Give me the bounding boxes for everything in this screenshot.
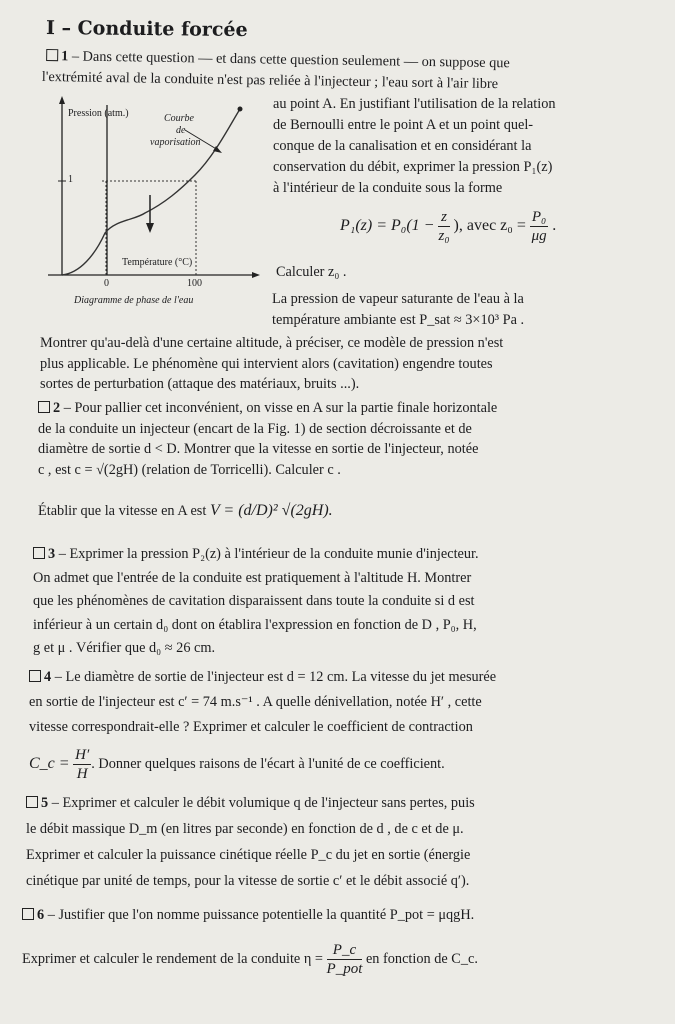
tick-1: 1	[68, 174, 73, 185]
question-2: 2 – Pour pallier cet inconvénient, on visse en A sur la partie finale horizontale de la conduite un injecteur (encart de la Fig. 1) de section décroissante et de diamètre de sortie d < D. Montrer que la vitesse en sortie de l'injecteur, notée c , est c = √(2gH) (relation de Torricelli). Calculer c .	[38, 400, 498, 478]
vaporization-curve	[62, 109, 240, 275]
checkbox-icon	[46, 49, 58, 61]
diagram-caption: Diagramme de phase de l'eau	[74, 295, 194, 306]
x-axis-label: Température (°C)	[122, 257, 193, 268]
question-5: 5 – Exprimer et calculer le débit volumique q de l'injecteur sans pertes, puis le débit massique D_m (en litres par seconde) en fonction de d , de c et de μ. Exprimer et calculer la puissance cinétique réelle P_c du jet en sortie (énergie cinétique par unité de temps, pour la vitesse de sortie c′ et le débit associé q′).	[26, 795, 475, 889]
checkbox-icon	[29, 670, 41, 682]
tick-0: 0	[104, 278, 109, 289]
vapor-pressure-text: La pression de vapeur saturante de l'eau à la température ambiante est P_sat ≈ 3×10³ Pa .	[272, 291, 525, 328]
checkbox-icon	[33, 547, 45, 559]
checkbox-icon	[26, 796, 38, 808]
pressure-equation: P₁(z) = P₀(1 − $\frac{z}{\text{z₀}}$ ), avec z₀ = $\frac{\text{P₀}}{\mu g}$ .	[340, 209, 557, 244]
question-4: 4 – Le diamètre de sortie de l'injecteur est d = 12 cm. La vitesse du jet mesurée en sortie de l'injecteur est c′ = 74 m.s⁻¹ . A quelle dénivellation, notée H′ , cette vitesse correspondrait-elle ? Exprimer et calculer le coefficient de contraction C_c = $\frac{H'}{H}$ . Donner quelques raisons de l'écart à l'unité de ce coefficient.	[29, 669, 497, 782]
tick-100: 100	[187, 278, 202, 289]
q1-bottom: Montrer qu'au-delà d'une certaine altitude, à préciser, ce modèle de pression n'est plus applicable. Le phénomène qui intervient alors (cavitation) engendre toutes sortes de perturbation (attaque des matériaux, bruits ...).	[40, 335, 504, 392]
calc-z0: Calculer z₀ .	[276, 264, 347, 280]
q1-right-text: au point A. En justifiant l'utilisation de la relation de Bernoulli entre le point A et un point quel- conque de la canalisation et en considérant la conservation du débit, exprimer la pression P₁(z) à l'intérieur de la conduite sous la forme	[273, 96, 556, 196]
document-page: I – Conduite forcée 1 – Dans cette question — et dans cette question seulement — on suppose que l'extrémité aval de la conduite n'est pas reliée à l'injecteur ; l'eau sort à l'air libre Pression (atm.) Courbe de vaporisation 1 Température (°C) 0 100 Diagramme de phase de l'eau au point A. En justifiant l'utilisation de la relation de Bernoulli entre le point A et un point quel- conque de la canalisation et en considérant la conservation du débit, exprimer la pression P₁(z) à l'intérieur de la conduite sous la forme P₁(z) = P₀(1 − $\frac{z}{\text{z₀}}$ ), avec z₀ = $\frac{\text{P₀}}{\mu g}$ . Calculer z₀ . La pression de vapeur saturante de l'eau à la température ambiante est P_sat ≈ 3×10³ Pa . Montrer qu'au-delà d'une certaine altitude, à préciser, ce modèle de pression n'est plus applicable. Le phénomène qui intervient alors (cavitation) engendre toutes sortes de perturbation (attaque des matériaux, bruits ...). 2 – Pour pallier cet inconvénient, on visse en A sur la partie finale horizontale de la conduite un injecteur (encart de la Fig. 1) de section décroissante et de diamètre de sortie d < D. Montrer que la vitesse en sortie de l'injecteur, notée c , est c = √(2gH) (relation de Torricelli). Calculer c . Établir que la vitesse en A est V = (d/D)² √(2gH). 3 – Exprimer la pression P₂(z) à l'intérieur de la conduite munie d'injecteur. On admet que l'entrée de la conduite est pratiquement à l'altitude H. Montrer que les phénomènes de cavitation disparaissent dans toute la conduite si d est inférieur à un certain d₀ dont on établira l'expression en fonction de D , P₀, H, g et μ . Vérifier que d₀ ≈ 26 cm. 4 – Le diamètre de sortie de l'injecteur est d = 12 cm. La vitesse du jet mesurée en sortie de l'injecteur est c′ = 74 m.s⁻¹ . A quelle dénivellation, notée H′ , cette vitesse correspondrait-elle ? Exprimer et calculer le coefficient de contraction C_c = $\frac{H'}{H}$ . Donner quelques raisons de l'écart à l'unité de ce coefficient. 5 – Exprimer et calculer le débit volumique q de l'injecteur sans pertes, puis le débit massique D_m (en litres par seconde) en fonction de d , de c et de μ. Exprimer et calculer la puissance cinétique réelle P_c du jet en sortie (énergie cinétique par unité de temps, pour la vitesse de sortie c′ et le débit associé q′). 6 – Justifier que l'on nomme puissance potentielle la quantité P_pot = μqgH. Exprimer et calculer le rendement de la conduite η = $\frac{P\_c}{\text{P\_pot}}$ en fonction de C_c.	[0, 0, 675, 1024]
q1-intro: 1 – Dans cette question — et dans cette question seulement — on suppose que l'extrémité aval de la conduite n'est pas reliée à l'injecteur ; l'eau sort à l'air libre	[41, 48, 510, 93]
section-title: I – Conduite forcée	[45, 16, 248, 42]
question-3: 3 – Exprimer la pression P₂(z) à l'intérieur de la conduite munie d'injecteur. On admet que l'entrée de la conduite est pratiquement à l'altitude H. Montrer que les phénomènes de cavitation disparaissent dans toute la conduite si d est inférieur à un certain d₀ dont on établira l'expression en fonction de D , P₀, H, g et μ . Vérifier que d₀ ≈ 26 cm.	[33, 546, 479, 656]
question-6: 6 – Justifier que l'on nomme puissance potentielle la quantité P_pot = μqgH. Exprimer et calculer le rendement de la conduite η = $\frac{P\_c}{\text{P\_pot}}$ en fonction de C_c.	[22, 907, 478, 977]
y-axis-label: Pression (atm.)	[68, 108, 129, 119]
velocity-statement: Établir que la vitesse en A est V = (d/D)² √(2gH).	[38, 502, 333, 519]
checkbox-icon	[22, 908, 34, 920]
checkbox-icon	[38, 401, 50, 413]
